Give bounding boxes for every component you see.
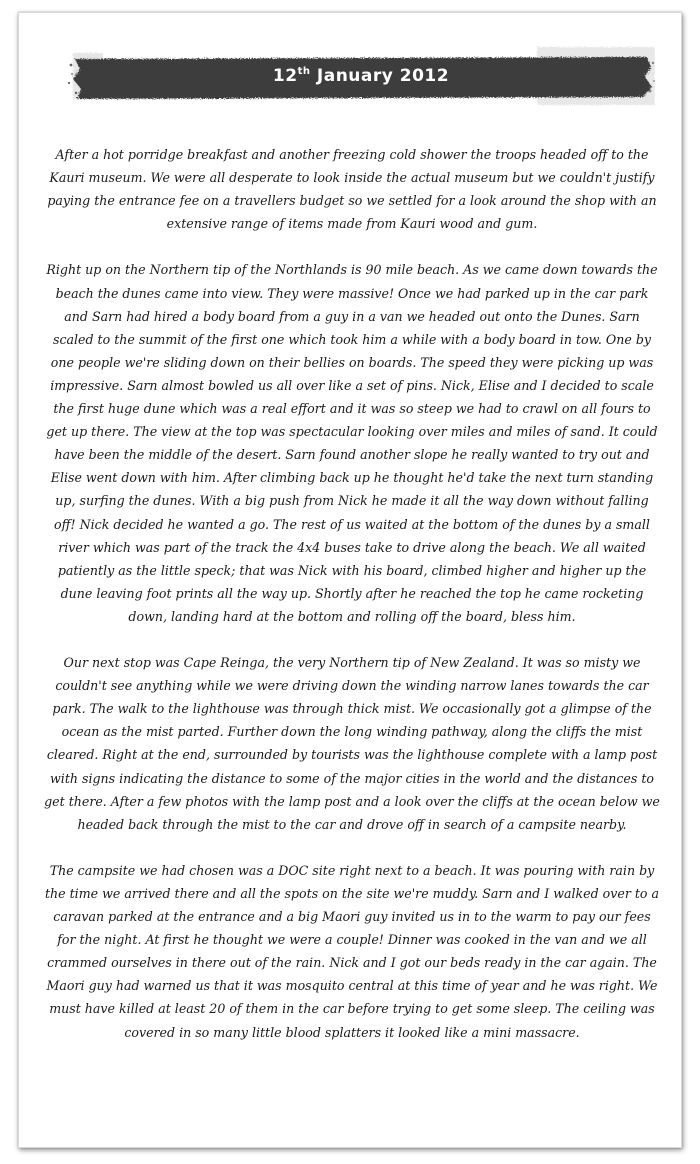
paragraph-campsite: The campsite we had chosen was a DOC site right next to a beach. It was pouring with rain by the time we arrived there and all the spots on the site we're muddy. Sarn and I walked over to a caravan parked at the entrance and a big Maori guy invited us in to the warm to pay our fees for the night. At first he thought we were a couple! Dinner was cooked in the van and we all crammed ourselves in there out of the rain. Nick and I got our beds ready in the car again. The Maori guy had warned us that it was mosquito central at this time of year and he was right. We must have killed at least 20 of them in the car before trying to get some sleep. The ceiling was covered in so many little blood splatters it looked like a mini massacre. (44, 862, 660, 1040)
paragraph-kauri-museum: After a hot porridge breakfast and another freezing cold shower the troops headed off to the Kauri museum. We were all desperate to look inside the actual museum but we couldn't justify paying the entrance fee on a travellers budget so we settled for a look around the shop with an extensive range of items made from Kauri wood and gum. (47, 147, 657, 232)
date-banner (67, 43, 655, 109)
entry-date-title (67, 43, 655, 109)
journal-page (18, 12, 682, 1148)
date-day-suffix: th (297, 66, 311, 77)
journal-body (43, 143, 661, 1067)
date-month-year: January 2012 (316, 66, 450, 86)
paragraph-cape-reinga: Our next stop was Cape Reinga, the very Northern tip of New Zealand. It was so misty we couldn't see anything while we were driving down the winding narrow lanes towards the car park. The walk to the lighthouse was through thick mist. We occasionally got a glimpse of the ocean as the mist parted. Further down the long winding pathway, along the cliffs the mist cleared. Right at the end, surrounded by tourists was the lighthouse complete with a lamp post with signs indicating the distance to some of the major cities in the world and the distances to get there. After a few photos with the lamp post and a look over the cliffs at the ocean below we headed back through the mist to the car and drove off in search of a campsite nearby. (44, 655, 660, 832)
date-day: 12 (272, 66, 298, 86)
paragraph-ninety-mile-beach: Right up on the Northern tip of the Northlands is 90 mile beach. As we came down towards the beach the dunes came into view. They were massive! Once we had parked up in the car park and Sarn had hired a body board from a guy in a van we headed out onto the Dunes. Sarn scaled to the summit of the first one which took him a while with a body board in tow. One by one people we're sliding down on their bellies on boards. The speed they were picking up was impressive. Sarn almost bowled us all over like a set of pins. Nick, Elise and I decided to scale the first huge dune which was a real effort and it was so steep we had to crawl on all fours to get up there. The view at the top was spectacular looking over miles and miles of sand. It could have been the middle of the desert. Sarn found another slope he really wanted to try out and Elise went down with him. After climbing back up he thought he'd take the next turn standing up, surfing the dunes. With a big push from Nick he made it all the way down without falling off! Nick decided he wanted a go. The rest of us waited at the bottom of the dunes by a small river which was part of the track the 4x4 buses take to drive along the beach. We all waited patiently as the little speck; that was Nick with his board, climbed higher and higher up the dune leaving foot prints all the way up. Shortly after he reached the top he came rocketing down, landing hard at the bottom and rolling off the board, bless him. (46, 262, 658, 624)
